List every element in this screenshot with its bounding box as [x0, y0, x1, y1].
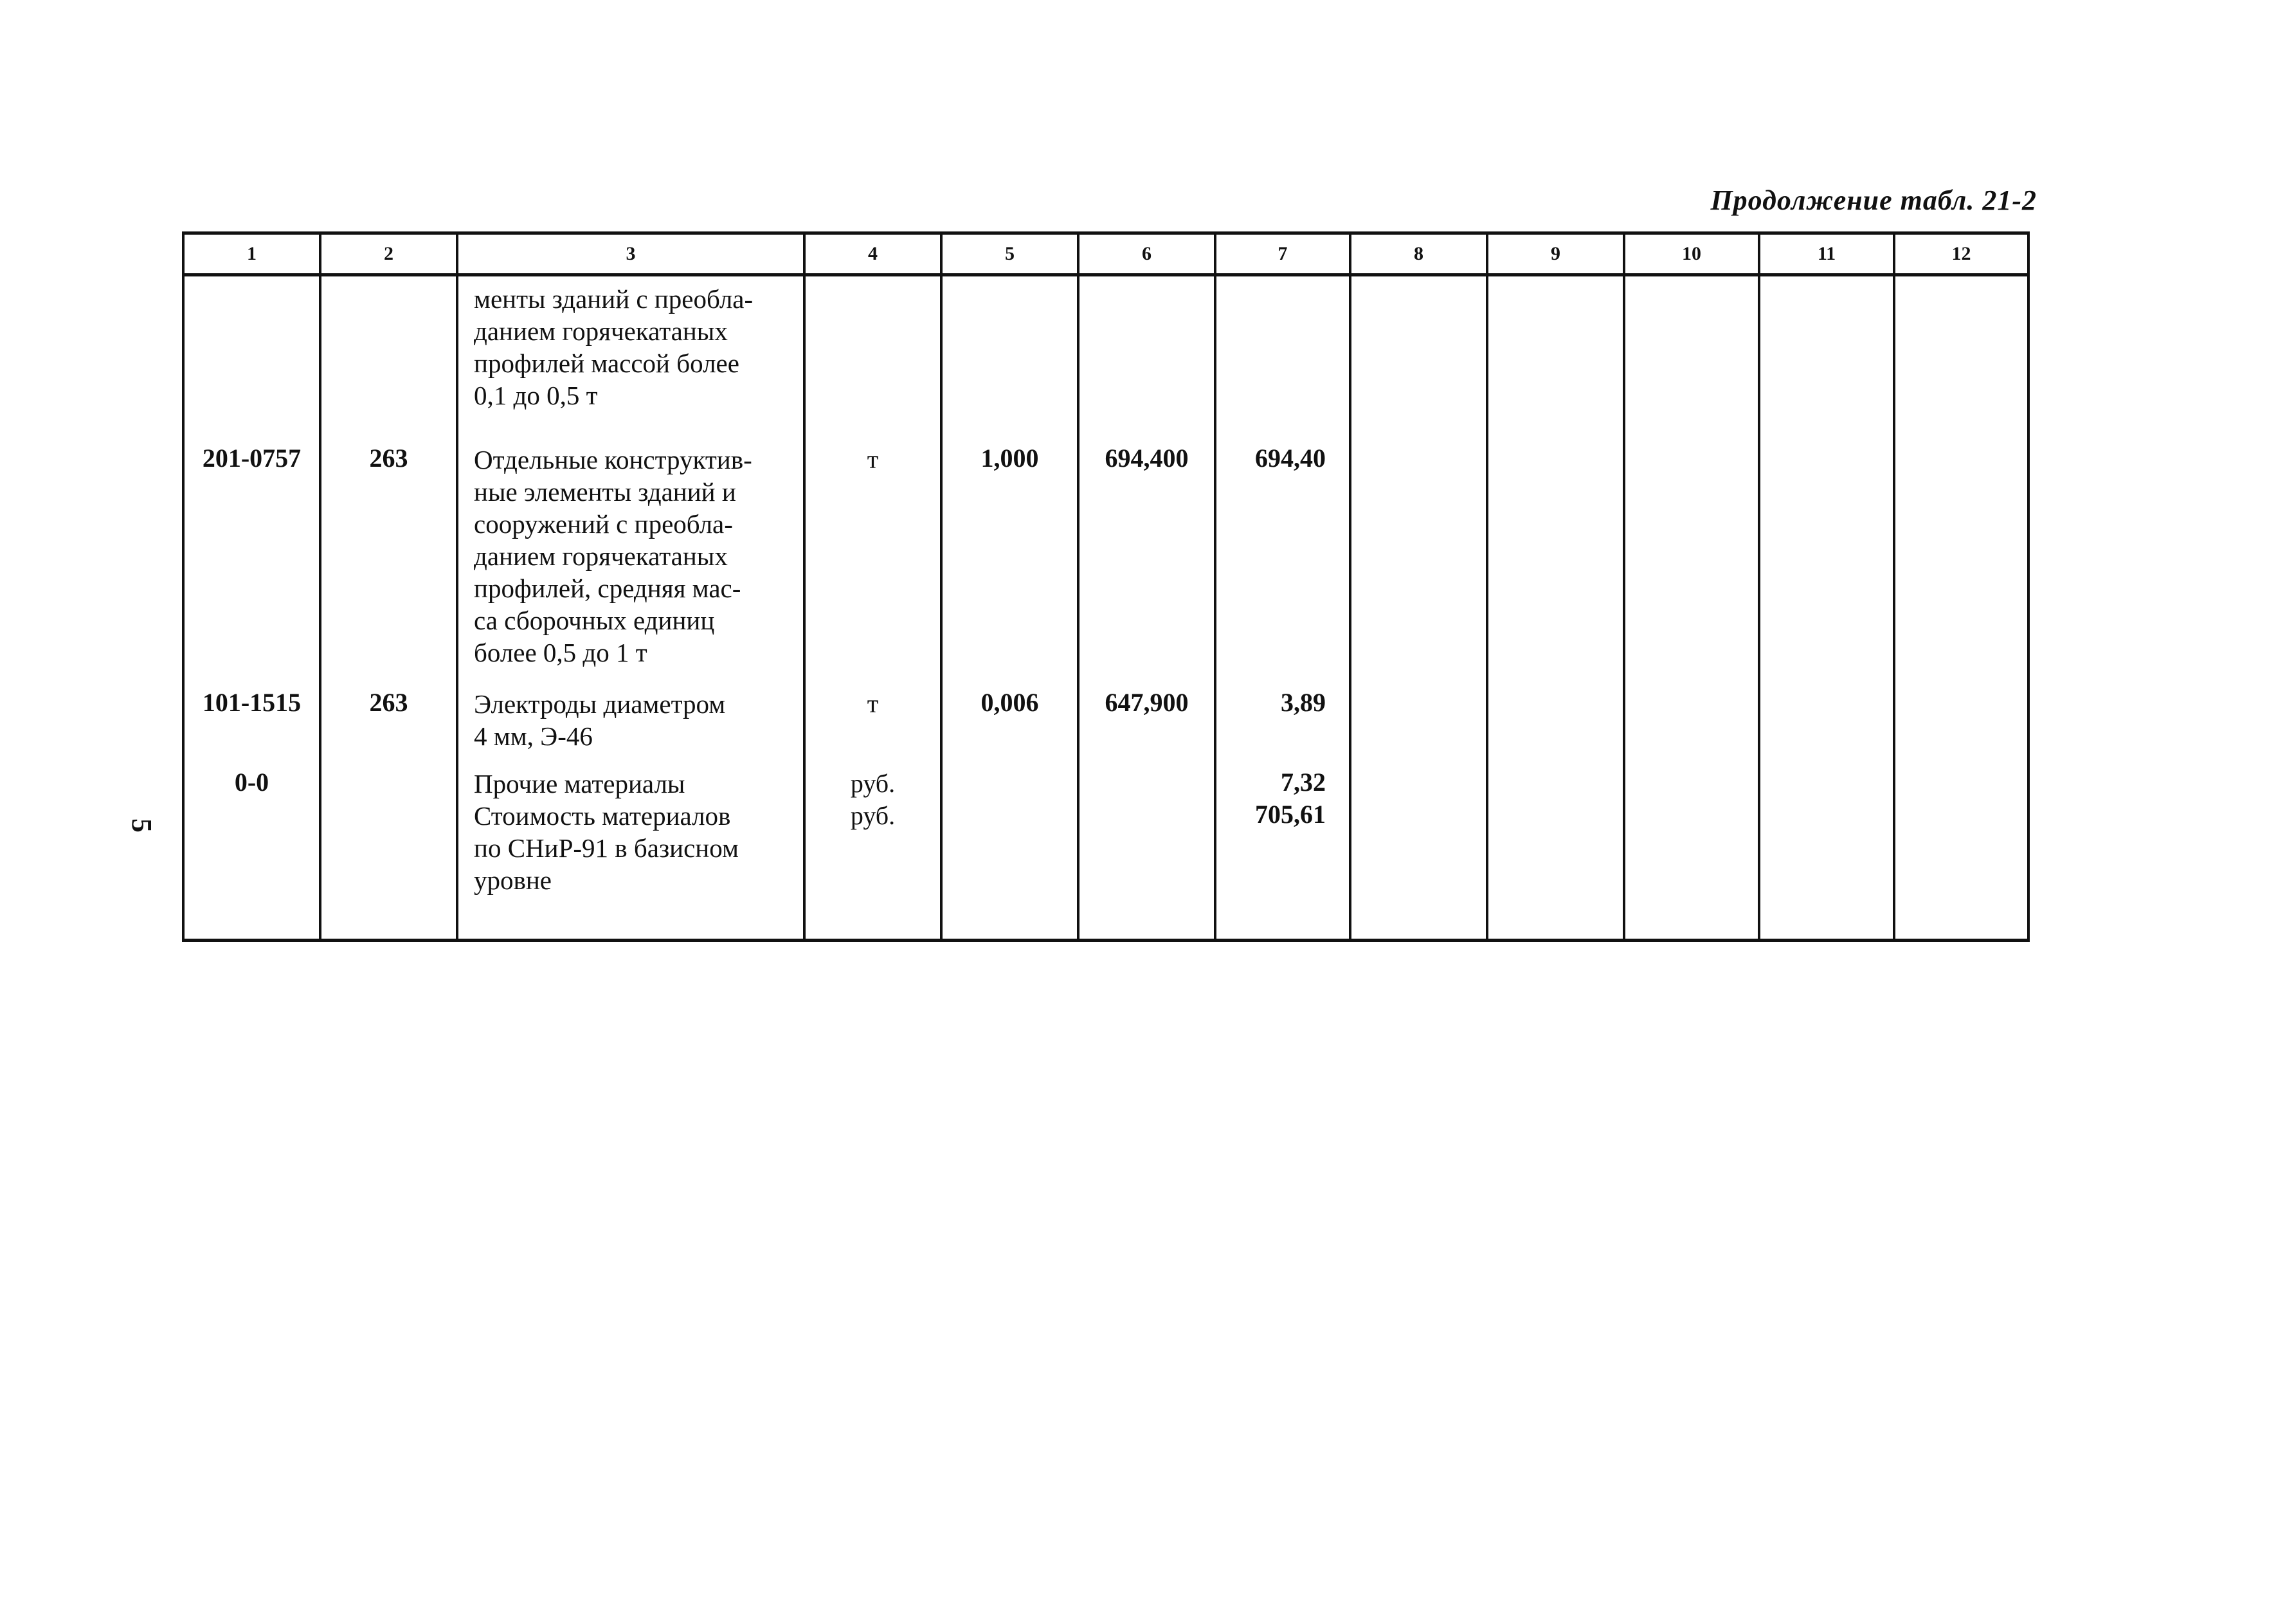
column-header: 2: [320, 233, 457, 275]
table-cell: 1,000: [980, 444, 1039, 473]
table-cell: Отдельные конструктив- ные элементы зданий и сооружений с преобла- данием горячекатаных профилей, средняя мас- са сборочных единиц более 0,5 до 1 т: [474, 445, 752, 667]
table-cell: Прочие материалы: [474, 769, 685, 798]
table-cell: руб.: [850, 801, 896, 830]
column-unit: [804, 275, 941, 941]
column-header: 9: [1487, 233, 1624, 275]
column-9: [1487, 275, 1624, 941]
column-header: 10: [1624, 233, 1759, 275]
column-qty: [941, 275, 1078, 941]
column-cost: [1215, 275, 1350, 941]
page-number: 5: [126, 818, 158, 833]
table-cell: 694,400: [1105, 444, 1189, 473]
column-11: [1759, 275, 1894, 941]
table-body-row: [183, 275, 2028, 941]
column-description: [457, 275, 804, 941]
column-8: [1350, 275, 1487, 941]
column-header: 11: [1759, 233, 1894, 275]
table-cell: 0-0: [234, 768, 269, 797]
column-header: 4: [804, 233, 941, 275]
table-cell: менты зданий с преобла- данием горячекатаных профилей массой более 0,1 до 0,5 т: [474, 284, 754, 410]
column-header: 1: [183, 233, 320, 275]
column-num: [320, 275, 457, 941]
column-12: [1894, 275, 2028, 941]
table-cell: т: [867, 445, 879, 474]
table-cell: 0,006: [980, 688, 1039, 717]
column-header: 8: [1350, 233, 1487, 275]
column-header: 5: [941, 233, 1078, 275]
table-cell: руб.: [850, 769, 896, 798]
table-cell: 647,900: [1105, 688, 1189, 717]
table-cell: 101-1515: [202, 688, 302, 717]
column-header: 6: [1078, 233, 1215, 275]
table-caption: Продолжение табл. 21-2: [1710, 185, 2037, 216]
column-header: 7: [1215, 233, 1350, 275]
header-row: [183, 233, 2028, 275]
table-cell: 263: [369, 444, 408, 473]
table-cell: 694,40: [1255, 444, 1326, 473]
table-cell: 7,32: [1281, 768, 1326, 797]
table-cell: 705,61: [1255, 800, 1326, 829]
column-header: 3: [457, 233, 804, 275]
table-cell: 201-0757: [202, 444, 302, 473]
column-price: [1078, 275, 1215, 941]
table-cell: 3,89: [1281, 688, 1326, 717]
table-cell: Электроды диаметром 4 мм, Э-46: [474, 689, 726, 751]
table-cell: т: [867, 689, 879, 718]
estimate-table: [182, 231, 2030, 942]
table-cell: Стоимость материалов по СНиР-91 в базисном уровне: [474, 801, 739, 895]
table-cell: 263: [369, 688, 408, 717]
column-10: [1624, 275, 1759, 941]
column-header: 12: [1894, 233, 2028, 275]
column-code: [183, 275, 320, 941]
